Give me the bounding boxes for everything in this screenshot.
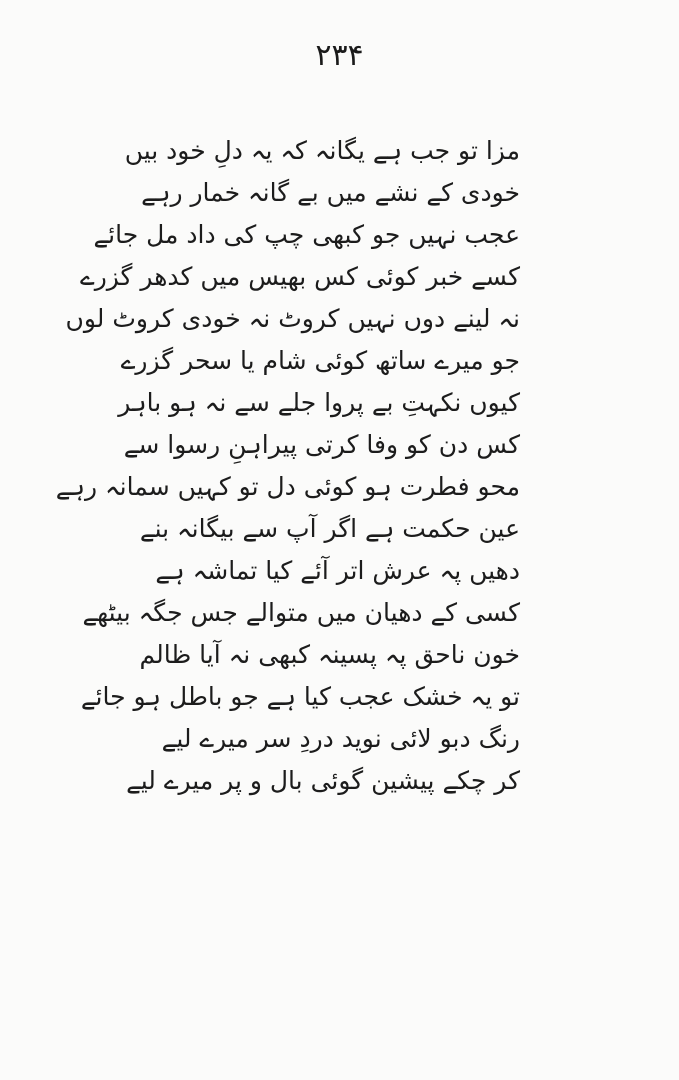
verse-line: کس دن کو وفا کرتی پیراہنِ رسوا سے xyxy=(123,430,520,459)
verse-line: مزا تو جب ہے یگانہ کہ یہ دلِ خود بیں xyxy=(124,136,520,165)
verse-list xyxy=(55,130,520,802)
verse-line: دھیں پہ عرش اتر آئے کیا تماشہ ہے xyxy=(155,556,520,585)
verse-line: محو فطرت ہو کوئی دل تو کہیں سمانہ رہے xyxy=(55,472,520,501)
verse-line: خودی کے نشے میں بے گانہ خمار رہے xyxy=(141,178,520,207)
verse-line: عجب نہیں جو کبھی چپ کی داد مل جائے xyxy=(93,220,520,249)
verse-line: کسے خبر کوئی کس بھیس میں کدھر گزرے xyxy=(80,262,520,291)
verse-line: کسی کے دھیان میں متوالے جس جگہ بیٹھے xyxy=(82,598,520,627)
verse-line: کیوں نکہتِ بے پروا جلے سے نہ ہو باہر xyxy=(118,388,520,417)
verse-line: جو میرے ساتھ کوئی شام یا سحر گزرے xyxy=(120,346,520,375)
verse-line: عین حکمت ہے اگر آپ سے بیگانہ بنے xyxy=(139,514,520,543)
verse-line: نہ لینے دوں نہیں کروٹ نہ خودی کروٹ لوں xyxy=(65,304,520,333)
verse-line: رنگ دبو لائی نوید دردِ سر میرے لیے xyxy=(161,724,520,753)
verse-line: تو یہ خشک عجب کیا ہے جو باطل ہو جائے xyxy=(80,682,520,711)
verse-line: کر چکے پیشین گوئی بال و پر میرے لیے xyxy=(126,766,520,795)
page-number: ۲۳۴ xyxy=(315,38,364,73)
verse-line: خون ناحق پہ پسینہ کبھی نہ آیا ظالم xyxy=(139,640,520,669)
